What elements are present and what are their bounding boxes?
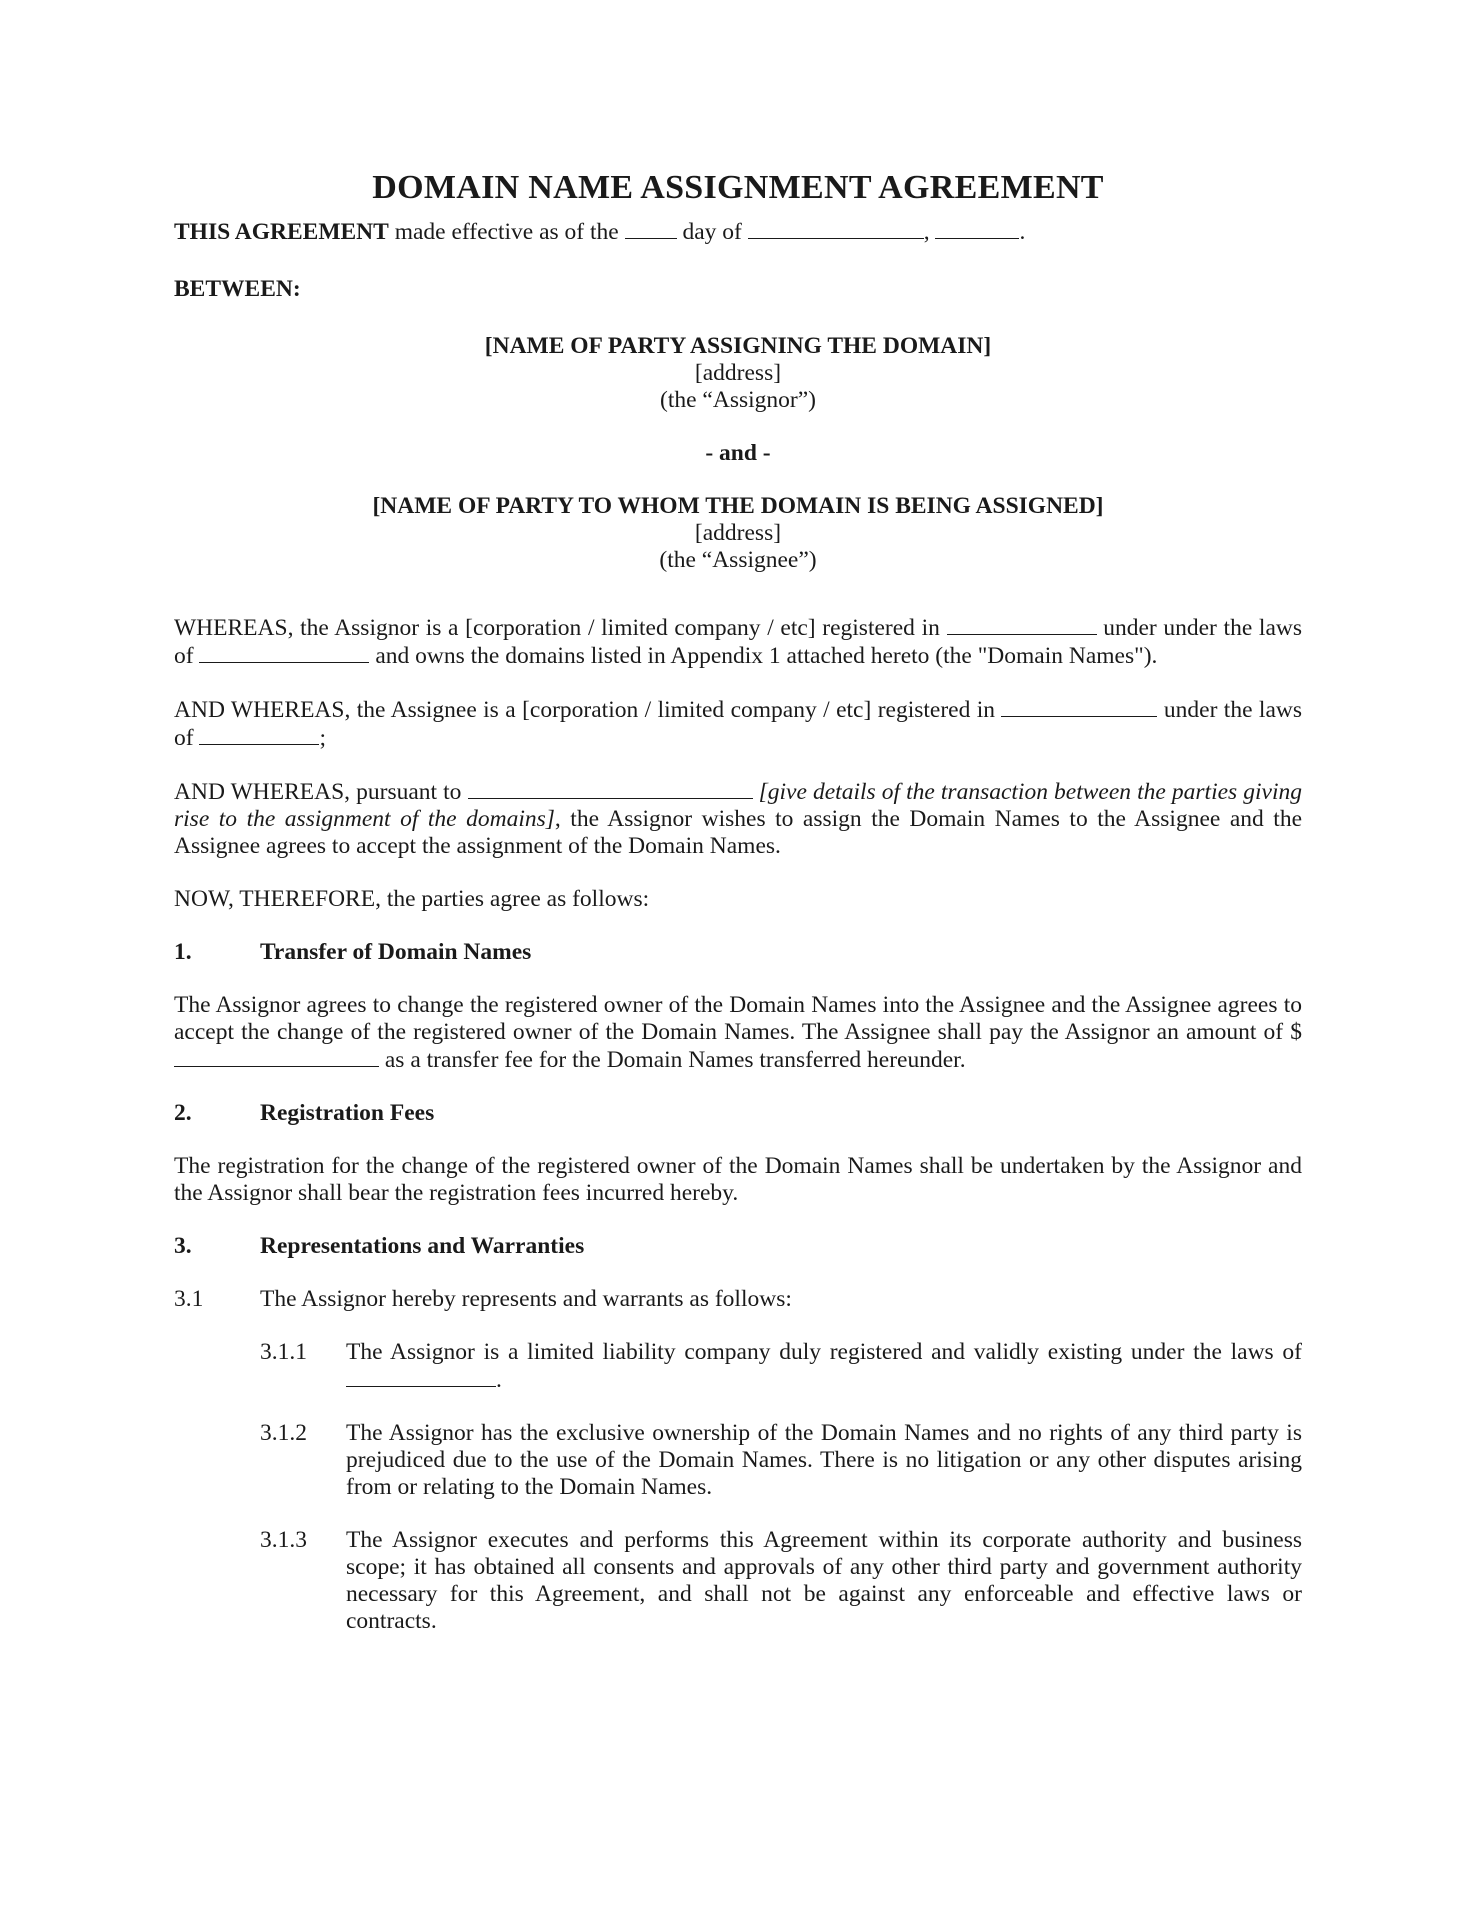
recital-3-text-a: AND WHEREAS, pursuant to xyxy=(174,779,462,805)
clause-3-1-1-text-b: . xyxy=(496,1367,502,1393)
transaction-blank xyxy=(468,778,753,799)
recital-1-text-c: and owns the domains listed in Appendix 1 attached hereto (the "Domain Names"). xyxy=(375,643,1158,669)
assignor-block xyxy=(174,333,1302,414)
assignor-jurisdiction-blank xyxy=(346,1366,496,1387)
assignee-label: (the “Assignee”) xyxy=(659,547,817,573)
intro-lead: THIS AGREEMENT xyxy=(174,219,389,245)
clause-3-1-1-number: 3.1.1 xyxy=(260,1339,307,1365)
assignee-jurisdiction-blank xyxy=(199,724,319,745)
document-title: DOMAIN NAME ASSIGNMENT AGREEMENT xyxy=(372,169,1104,206)
assignee-block xyxy=(174,493,1302,574)
jurisdiction-blank xyxy=(199,642,369,663)
section-3-heading xyxy=(174,1233,1302,1260)
clause-3-1-2-text: The Assignor has the exclusive ownership of the Domain Names and no rights of any third party is prejudiced due to the use of the Domain Names. There is no litigation or any other disputes arising from or relating to the Domain Names. xyxy=(346,1420,1302,1500)
assignor-address: [address] xyxy=(694,360,782,386)
recital-2 xyxy=(174,696,1302,752)
recital-2-text-b: under the laws of xyxy=(174,697,1303,751)
section-3-title: Representations and Warranties xyxy=(260,1233,585,1259)
section-2-number: 2. xyxy=(174,1100,192,1126)
recital-2-text-a: AND WHEREAS, the Assignee is a [corporation / limited company / etc] registered in xyxy=(174,697,996,723)
section-1-text-b: as a transfer fee for the Domain Names transferred hereunder. xyxy=(384,1047,966,1073)
intro-line xyxy=(174,218,1302,246)
recital-2-text-c: ; xyxy=(319,725,326,751)
assignee-name: [NAME OF PARTY TO WHOM THE DOMAIN IS BEING ASSIGNED] xyxy=(372,493,1104,519)
section-2-heading xyxy=(174,1100,1302,1127)
assignee-address: [address] xyxy=(694,520,782,546)
section-1-number: 1. xyxy=(174,939,192,965)
intro-period: . xyxy=(1019,219,1026,245)
now-therefore: NOW, THEREFORE, the parties agree as follows: xyxy=(174,886,650,912)
intro-text-2: day of xyxy=(682,219,742,245)
section-2-text: The registration for the change of the registered owner of the Domain Names shall be undertaken by the Assignor and the Assignor shall bear the registration fees incurred hereby. xyxy=(174,1153,1302,1206)
recital-3 xyxy=(174,778,1302,860)
section-2-title: Registration Fees xyxy=(260,1100,435,1126)
registration-place-blank xyxy=(947,614,1097,635)
clause-3-1-1-text-a: The Assignor is a limited liability company duly registered and validly existing under the laws of xyxy=(346,1339,1302,1365)
recital-3-italic: [give details of the transaction between the parties giving rise to the assignment of the domains] xyxy=(174,779,1303,832)
clause-3-1-1-text xyxy=(346,1339,1302,1394)
section-1-text xyxy=(174,992,1302,1074)
clause-3-1-3-number: 3.1.3 xyxy=(260,1527,307,1553)
section-1-text-a: The Assignor agrees to change the registered owner of the Domain Names into the Assignee and the Assignee agrees to accept the change of the registered owner of the Domain Names. The Assignee shall pay the Assignor an amount of $ xyxy=(174,992,1302,1045)
recital-1: WHEREAS, the Assignor is a [corporation / limited company / etc] registered in under under the laws of and owns the domains listed in Appendix 1 attached hereto (the "Domain Names"). xyxy=(174,615,1302,669)
assignor-name: [NAME OF PARTY ASSIGNING THE DOMAIN] xyxy=(484,333,992,359)
clause-3-1-2 xyxy=(260,1420,1302,1501)
assignee-registration-blank xyxy=(1001,696,1157,717)
day-blank xyxy=(625,218,677,239)
section-1-heading xyxy=(174,939,1302,966)
between-label: BETWEEN: xyxy=(174,276,301,302)
year-blank xyxy=(935,218,1019,239)
intro-text-1: made effective as of the xyxy=(394,219,619,245)
section-1-title: Transfer of Domain Names xyxy=(260,939,532,965)
recital-1-text-a: WHEREAS, the Assignor is a [corporation / limited company / etc] registered in xyxy=(174,615,940,641)
clause-3-1-3-text: The Assignor executes and performs this Agreement within its corporate authority and business scope; it has obtained all consents and approvals of any other third party and government authority necessary for this Agreement, and shall not be against any enforceable and effective laws or contracts. xyxy=(346,1527,1302,1634)
recital-1-text-b: under the laws of xyxy=(174,615,1302,669)
clause-3-1-1 xyxy=(260,1339,1302,1394)
clause-3-1-number: 3.1 xyxy=(174,1286,204,1312)
and-separator: - and - xyxy=(705,440,771,466)
clause-3-1-2-number: 3.1.2 xyxy=(260,1420,307,1446)
section-3-number: 3. xyxy=(174,1233,192,1259)
assignor-label: (the “Assignor”) xyxy=(660,387,816,413)
month-blank xyxy=(748,218,924,239)
document-body xyxy=(174,168,1302,1661)
clause-3-1-3 xyxy=(260,1527,1302,1635)
clause-3-1-text: The Assignor hereby represents and warrants as follows: xyxy=(260,1286,792,1312)
clause-3-1 xyxy=(174,1286,1302,1313)
recital-3-text-b: , the Assignor wishes to assign the Domain Names to the Assignee and the Assignee agrees to accept the assignment of the Domain Names. xyxy=(174,806,1302,859)
intro-comma: , xyxy=(923,219,930,245)
transfer-fee-blank xyxy=(174,1046,379,1067)
